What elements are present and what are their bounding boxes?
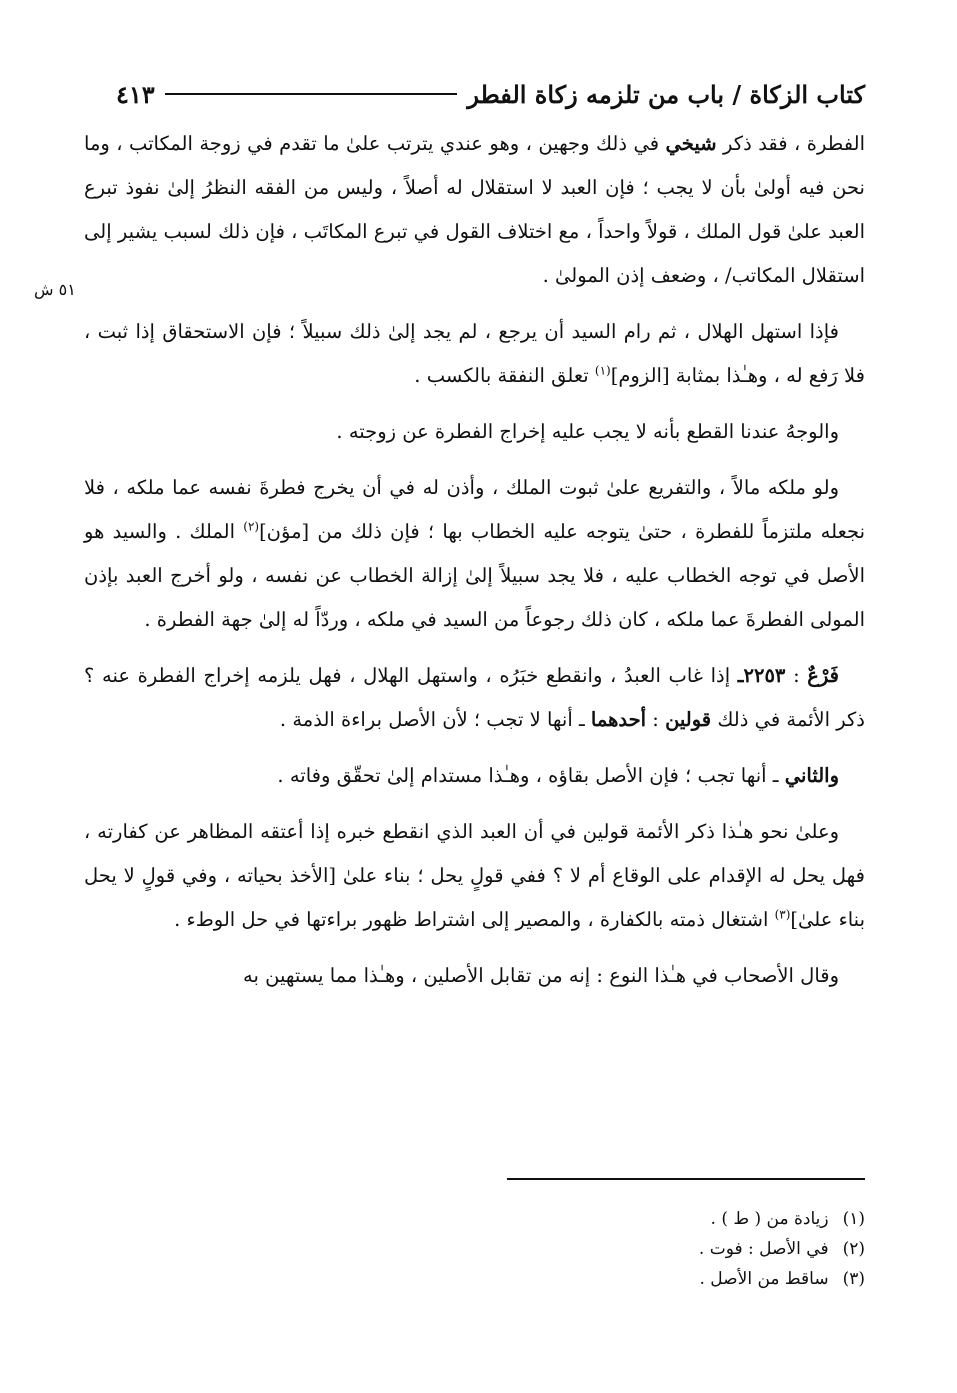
text-run: إذا غاب العبدُ ، وانقطع خبَرُه ، واستهل الهلال ، فهل يلزمه إخراج الفطرة عنه ؟ ذكر الأئمة في ذلك bbox=[84, 664, 865, 731]
footnote-item bbox=[500, 1264, 865, 1294]
paragraph bbox=[84, 466, 865, 642]
page-number: ٤١٣ bbox=[116, 79, 155, 109]
paragraph bbox=[84, 954, 865, 998]
header-title: كتاب الزكاة / باب من تلزمه زكاة الفطر bbox=[467, 79, 865, 109]
paragraph bbox=[84, 754, 865, 798]
text-run: تعلق النفقة بالكسب . bbox=[414, 364, 595, 387]
text-run: ولو ملكه مالاً ، والتفريع علىٰ ثبوت الملك ، وأذن له في أن يخرج فطرةَ نفسه عما ملكه ، فلا نجعله ملتزماً للفطرة ، حتىٰ يتوجه عليه الخطاب بها ؛ فإن ذلك من [مؤن] bbox=[84, 476, 865, 543]
running-header bbox=[116, 74, 865, 114]
text-run: الملك . والسيد هو الأصل في توجه الخطاب عليه ، فلا يجد سبيلاً إلىٰ إزالة الخطاب عن نفسه ، ولو أخرج العبد بإذن المولى الفطرةَ عما ملكه ، كان ذلك رجوعاً من السيد في ملكه ، وردّاً له إلىٰ جهة الفطرة . bbox=[84, 520, 865, 631]
text-run: والوجهُ عندنا القطع بأنه لا يجب عليه إخراج الفطرة عن زوجته . bbox=[336, 420, 839, 443]
footnote-item bbox=[500, 1234, 865, 1264]
footnote-text: في الأصل : فوت . bbox=[698, 1239, 829, 1259]
bold-term: قولين bbox=[665, 708, 712, 731]
text-run: ـ أنها لا تجب ؛ لأن الأصل براءة الذمة . bbox=[279, 708, 591, 731]
footnote-number: (٣) bbox=[842, 1269, 865, 1289]
bold-term: أحدهما bbox=[590, 708, 647, 731]
bold-term: والثاني bbox=[784, 764, 839, 787]
footnote-number: (٢) bbox=[842, 1239, 865, 1259]
text-run: ـ أنها تجب ؛ فإن الأصل بقاؤه ، وهـٰذا مستدام إلىٰ تحقّق وفاته . bbox=[277, 764, 785, 787]
footnote-text: ساقط من الأصل . bbox=[699, 1269, 829, 1289]
header-rule bbox=[165, 93, 458, 95]
margin-folio-mark: ٥١ ش bbox=[34, 280, 76, 299]
paragraph bbox=[84, 310, 865, 398]
bold-term: ٢٢٥٣ـ bbox=[737, 664, 786, 687]
paragraph bbox=[84, 810, 865, 942]
text-run: في ذلك وجهين ، وهو عندي يترتب علىٰ ما تقدم في زوجة المكاتب ، وما نحن فيه أولىٰ بأن لا يجب ؛ فإن العبد لا استقلال له أصلاً ، وليس من الفقه النظرُ إلىٰ نفوذ تبرع العبد علىٰ قول الملك ، قولاً واحداً ، مع اختلاف القول في تبرع المكاتَب ، فإن ذلك لسبب يشير إلى استقلال المكاتب/ ، وضعف إذن المولىٰ . bbox=[84, 132, 865, 287]
footnote-number: (١) bbox=[842, 1209, 865, 1229]
text-run: : bbox=[785, 664, 808, 687]
text-run: وعلىٰ نحو هـٰذا ذكر الأئمة قولين في أن العبد الذي انقطع خبره إذا أعتقه المظاهر عن كفارته ، فهل يحل له الإقدام على الوقاع أم لا ؟ ففي قولٍ يحل ؛ بناء علىٰ [الأخذ بحياته ، وفي قولٍ لا يحل بناء علىٰ] bbox=[84, 820, 865, 931]
body-text bbox=[84, 122, 865, 1010]
footnote-text: زيادة من ( ط ) . bbox=[710, 1209, 829, 1229]
footnote-item bbox=[500, 1204, 865, 1234]
text-run: فإذا استهل الهلال ، ثم رام السيد أن يرجع ، لم يجد إلىٰ ذلك سبيلاً ؛ فإن الاستحقاق إذا ثبت ، فلا رَفع له ، وهـٰذا بمثابة [الزوم] bbox=[84, 320, 865, 387]
paragraph bbox=[84, 410, 865, 454]
text-run: : bbox=[646, 708, 666, 731]
paragraph bbox=[84, 122, 865, 298]
footnotes bbox=[500, 1204, 865, 1294]
bold-term: شيخي bbox=[665, 132, 717, 155]
footnote-ref: (١) bbox=[594, 363, 611, 378]
footnote-ref: (٣) bbox=[774, 907, 791, 922]
paragraph bbox=[84, 654, 865, 742]
text-run: وقال الأصحاب في هـٰذا النوع : إنه من تقابل الأصلين ، وهـٰذا مما يستهين به bbox=[243, 964, 839, 987]
text-run: اشتغال ذمته بالكفارة ، والمصير إلى اشتراط ظهور براءتها في حل الوطء . bbox=[174, 908, 775, 931]
footnote-rule bbox=[507, 1178, 865, 1180]
footnote-ref: (٢) bbox=[243, 519, 260, 534]
bold-term: فَرْعٌ bbox=[807, 664, 839, 687]
text-run: الفطرة ، فقد ذكر bbox=[716, 132, 865, 155]
